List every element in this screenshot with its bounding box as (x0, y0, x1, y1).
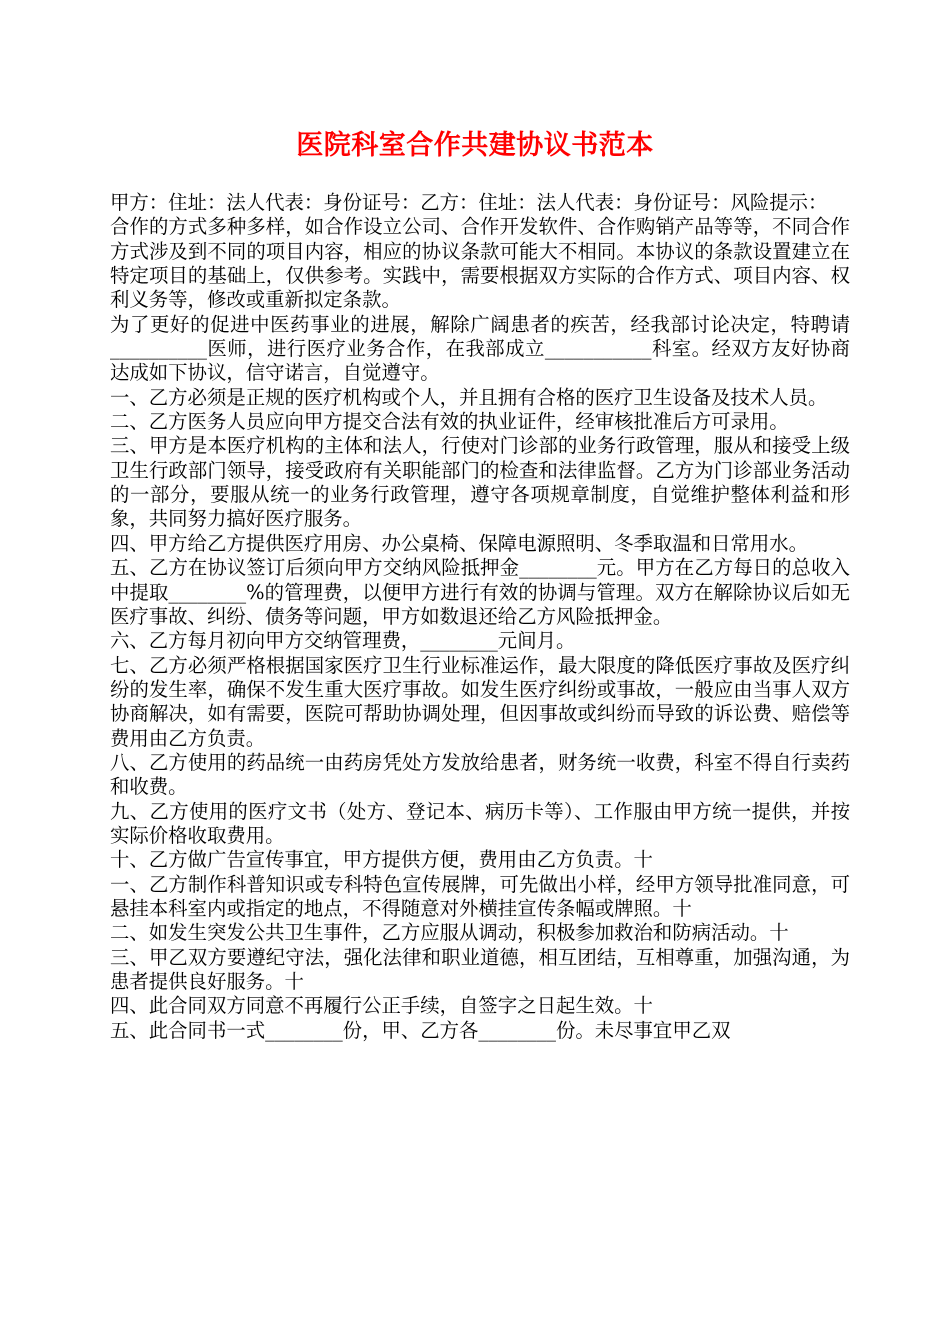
document-body (110, 191, 850, 1043)
clause-13: 三、甲乙双方要遵纪守法，强化法律和职业道德，相互团结，互相尊重，加强沟通，为患者提供良好服务。十 (110, 945, 850, 993)
clause-9: 九、乙方使用的医疗文书（处方、登记本、病历卡等）、工作服由甲方统一提供，并按实际价格收取费用。 (110, 799, 850, 847)
clause-8: 八、乙方使用的药品统一由药房凭处方发放给患者，财务统一收费，科室不得自行卖药和收费。 (110, 750, 850, 799)
parties-paragraph: 甲方：住址：法人代表：身份证号：乙方：住址：法人代表：身份证号：风险提示： (110, 191, 828, 214)
clause-4: 四、甲方给乙方提供医疗用房、办公桌椅、保障电源照明、冬季取温和日常用水。 (110, 531, 809, 555)
risk-note-paragraph: 合作的方式多种多样，如合作设立公司、合作开发软件、合作购销产品等等，不同合作方式涉及到不同的项目内容，相应的协议条款可能大不相同。本协议的条款设置建立在特定项目的基础上，仅供参考。实践中，需要根据双方实际的合作方式、项目内容、权利义务等，修改或重新拟定条款。 (110, 215, 850, 312)
clause-5: 五、乙方在协议签订后须向甲方交纳风险抵押金________元。甲方在乙方每日的总收入中提取________%的管理费，以便甲方进行有效的协调与管理。双方在解除协议后如无医疗事故、纠纷、债务等问题，甲方如数退还给乙方风险抵押金。 (110, 556, 850, 628)
clause-6: 六、乙方每月初向甲方交纳管理费，________元间月。 (110, 629, 576, 653)
clause-3: 三、甲方是本医疗机构的主体和法人，行使对门诊部的业务行政管理，服从和接受上级卫生行政部门领导，接受政府有关职能部门的检查和法律监督。乙方为门诊部业务活动的一部分，要服从统一的业务行政管理，遵守各项规章制度，自觉维护整体利益和形象，共同努力搞好医疗服务。 (110, 434, 850, 531)
document-title: 医院科室合作共建协议书范本 (296, 130, 654, 161)
clause-1: 一、乙方必须是正规的医疗机构或个人，并且拥有合格的医疗卫生设备及技术人员。 (110, 385, 828, 409)
clause-14: 四、此合同双方同意不再履行公正手续，自签字之日起生效。十 (110, 994, 653, 1018)
clause-11: 一、乙方制作科普知识或专科特色宣传展牌，可先做出小样，经甲方领导批准同意，可悬挂本科室内或指定的地点，不得随意对外横挂宣传条幅或牌照。十 (110, 872, 850, 920)
clause-10: 十、乙方做广告宣传事宜，甲方提供方便，费用由乙方负责。十 (110, 848, 653, 872)
clause-7: 七、乙方必须严格根据国家医疗卫生行业标准运作，最大限度的降低医疗事故及医疗纠纷的发生率，确保不发生重大医疗事故。如发生医疗纠纷或事故，一般应由当事人双方协商解决，如有需要，医院可帮助协调处理，但因事故或纠纷而导致的诉讼费、赔偿等费用由乙方负责。 (110, 653, 850, 750)
preamble-paragraph: 为了更好的促进中医药事业的进展，解除广阔患者的疾苦，经我部讨论决定，特聘请__________医师，进行医疗业务合作，在我部成立___________科室。经双方友好协商达成如下协议，信守诺言，自觉遵守。 (110, 312, 850, 385)
clause-2: 二、乙方医务人员应向甲方提交合法有效的执业证件，经审核批准后方可录用。 (110, 410, 789, 434)
clause-15: 五、此合同书一式________份，甲、乙方各________份。未尽事宜甲乙双 (110, 1018, 731, 1042)
clause-12: 二、如发生突发公共卫生事件，乙方应服从调动，积极参加救治和防病活动。十 (110, 921, 789, 945)
